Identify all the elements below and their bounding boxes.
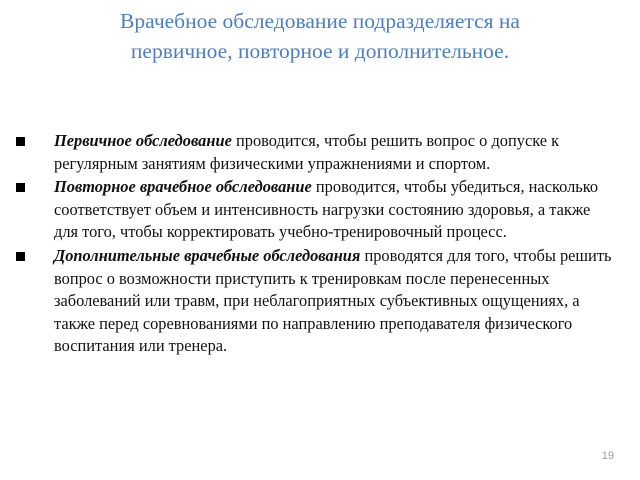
bullet-term: Дополнительные врачебные обследования [54, 245, 361, 265]
square-bullet-icon [16, 137, 25, 146]
bullet-text: проводится, чтобы решить вопрос о допуске к регулярным занятиям физическими упражнениями и спортом. [54, 131, 560, 173]
bullet-term: Первичное обследование [54, 131, 232, 150]
slide-title-line-2: первичное, повторное и дополнительное. [130, 39, 510, 63]
bullet-term: Повторное врачебное обследование [54, 177, 312, 197]
square-bullet-icon [16, 183, 25, 192]
bullet-text: проводится, чтобы убедиться, насколько соответствует объем и интенсивность нагрузки состоянию здоровья, а также для того, чтобы корректировать учебно-тренировочный процесс. [54, 177, 599, 242]
bullet-list [16, 130, 616, 359]
page-number: 19 [601, 450, 614, 462]
bullet-text: проводятся для того, чтобы решить вопрос о возможности приступить к тренировкам после перенесенных заболеваний или травм, при неблагоприятных субъективных ощущениях, а также перед соревнованиями по направлению преподавателя физического воспитания или тренера. [54, 245, 612, 356]
bullet-item-additional-exam [16, 245, 616, 358]
slide-title-line-1: Врачебное обследование подразделяется на [120, 9, 520, 33]
square-bullet-icon [16, 252, 25, 261]
bullet-item-primary-exam [16, 130, 616, 175]
bullet-item-repeat-exam [16, 176, 616, 244]
slide-title [20, 6, 620, 66]
